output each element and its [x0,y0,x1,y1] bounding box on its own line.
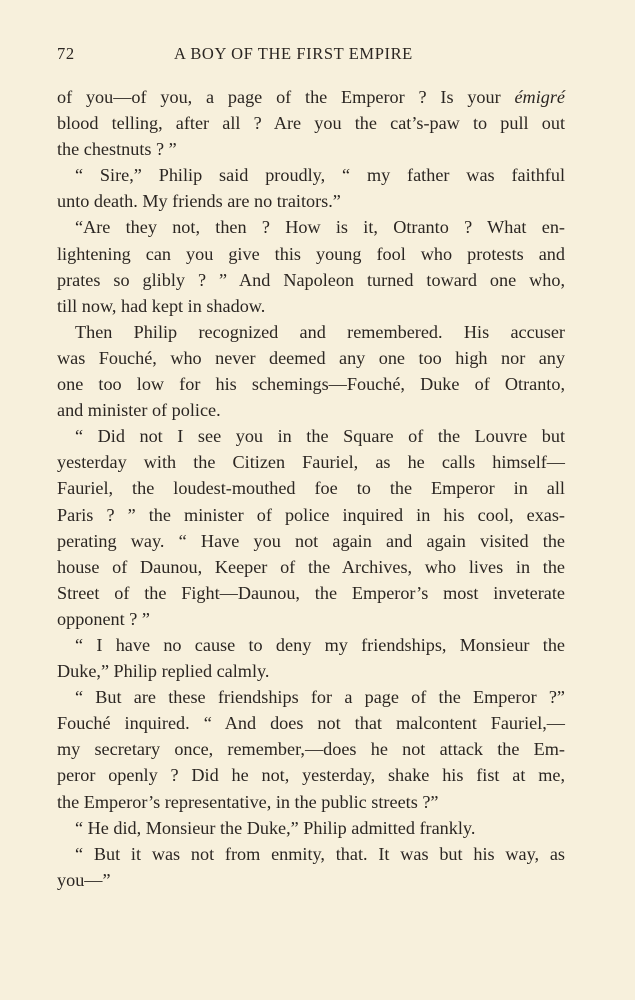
running-title: A BOY OF THE FIRST EMPIRE [174,44,413,63]
text-line: Duke,” Philip replied calmly. [57,661,270,682]
text-line: “ Did not I see you in the Square of the Louvre but [75,426,565,447]
text-line: “ Sire,” Philip said proudly, “ my father was faithful [75,165,565,186]
body-text [57,84,565,893]
text-line: house of Daunou, Keeper of the Archives, who lives in the [57,556,565,577]
text-line: “ But are these friendships for a page of the Emperor ?” [75,687,565,708]
running-header [57,44,565,68]
text-line: “ But it was not from enmity, that. It was but his way, as [75,843,565,864]
text-line: blood telling, after all ? Are you the cat’s-paw to pull out [57,113,565,134]
text-line: yesterday with the Citizen Fauriel, as he calls himself— [57,452,565,473]
text-line: Then Philip recognized and remembered. His accuser [75,321,565,342]
text-line: “Are they not, then ? How is it, Otranto ? What en- [75,217,565,238]
text-line: you—” [57,869,111,890]
text-line: “ He did, Monsieur the Duke,” Philip admitted frankly. [75,817,476,838]
text-line: “ I have no cause to deny my friendships, Monsieur the [75,634,565,655]
text-line: lightening can you give this young fool who protests and [57,243,565,264]
text-line: unto death. My friends are no traitors.” [57,191,341,212]
text-line: of you—of you, a page of the Emperor ? Is your émigré [57,87,565,107]
text-line: opponent ? ” [57,608,150,629]
page-number: 72 [57,44,75,63]
text-line: was Fouché, who never deemed any one too high nor any [57,347,565,368]
text-line: till now, had kept in shadow. [57,295,266,316]
italic-word: émigré [514,87,565,107]
text-line: Fauriel, the loudest-mouthed foe to the Emperor in all [57,478,565,499]
text-line: the chestnuts ? ” [57,139,177,160]
text-line: and minister of police. [57,400,221,421]
text-line: the Emperor’s representative, in the public streets ?” [57,791,439,812]
text-line: my secretary once, remember,—does he not attack the Em- [57,739,565,760]
text-line: prates so glibly ? ” And Napoleon turned toward one who, [57,269,565,290]
text-line: peror openly ? Did he not, yesterday, shake his fist at me, [57,765,565,786]
text-line: Street of the Fight—Daunou, the Emperor’s most inveterate [57,582,565,603]
text-line: Fouché inquired. “ And does not that malcontent Fauriel,— [57,713,565,734]
text-line: Paris ? ” the minister of police inquired in his cool, exas- [57,504,565,525]
text-line: one too low for his schemings—Fouché, Duke of Otranto, [57,374,565,395]
text-line: perating way. “ Have you not again and again visited the [57,530,565,551]
